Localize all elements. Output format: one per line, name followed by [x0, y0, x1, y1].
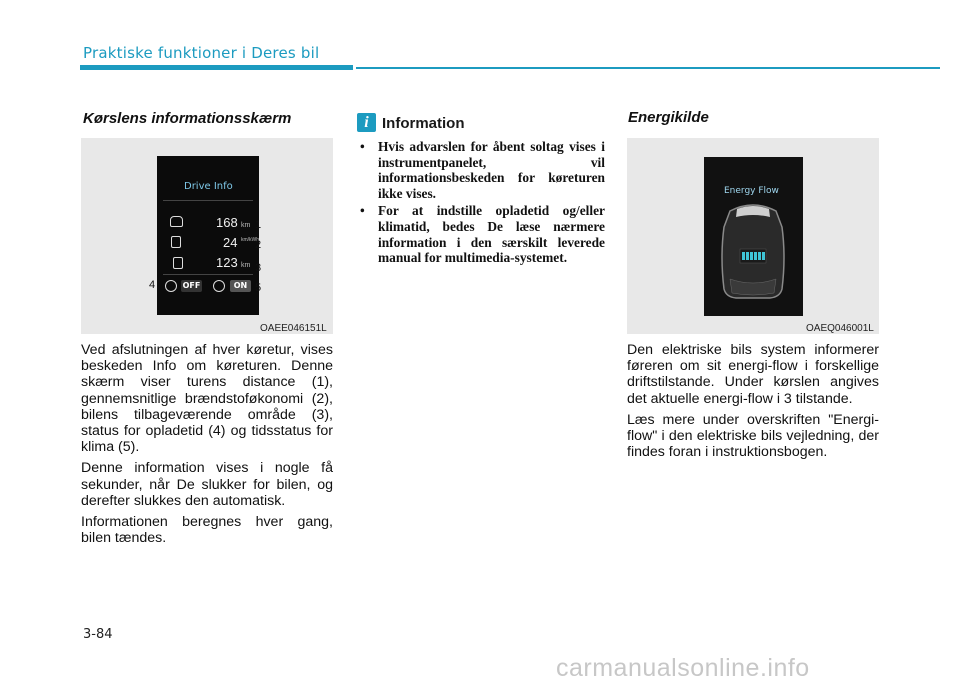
- screen-divider-2: [163, 274, 253, 275]
- energy-flow-title: Energy Flow: [724, 186, 779, 196]
- bullet-item: • For at indstille opladetid og/eller klimatid, bedes De læse nærmere information i den særskilt leverede manual for multimedia-systemet.: [360, 203, 605, 266]
- charge-clock-icon: [165, 280, 177, 292]
- paragraph: Den elektriske bils system informerer føreren om sit energi-flow i forskellige driftstilstande. Under kørslen angives det aktuelle energi-flow i 3 tilstande.: [627, 342, 879, 407]
- section-title-drive-info: Kørslens informationsskærm: [83, 110, 292, 127]
- range-unit: km: [241, 262, 251, 269]
- figure-caption-right: OAEQ046001L: [806, 323, 874, 334]
- climate-clock-icon: [213, 280, 225, 292]
- range-icon: [173, 257, 183, 269]
- info-icon: i: [357, 113, 376, 132]
- left-body-text: [81, 342, 333, 551]
- fuel-icon: [171, 236, 181, 248]
- callout-5: 5: [255, 282, 262, 294]
- distance-value: 168: [216, 215, 238, 230]
- distance-unit: km: [241, 222, 251, 229]
- climate-status-on: ON: [230, 280, 251, 292]
- chapter-title: Praktiske funktioner i Deres bil: [83, 44, 320, 62]
- paragraph: Læs mere under overskriften "Energi-flow" i den elektriske bils vejledning, der findes foran i instruktionsbogen.: [627, 411, 879, 461]
- info-bullets: [356, 139, 605, 268]
- screen-divider: [163, 200, 253, 201]
- figure-caption-left: OAEE046151L: [260, 323, 327, 334]
- range-value: 123: [216, 255, 238, 270]
- drive-info-screen: [157, 156, 262, 315]
- charge-status-off: OFF: [182, 281, 201, 290]
- header-bar: [80, 65, 353, 70]
- callout-2: 2: [255, 239, 262, 251]
- watermark: carmanualsonline.info: [556, 654, 810, 682]
- callout-3: 3: [255, 262, 262, 274]
- economy-unit: km/kWh: [241, 237, 260, 243]
- screen-title: Drive Info: [184, 181, 233, 192]
- paragraph: Informationen beregnes hver gang, bilen tændes.: [81, 514, 333, 547]
- info-title: Information: [382, 115, 465, 132]
- section-title-energy: Energikilde: [628, 109, 709, 126]
- header-rule: [356, 67, 940, 69]
- energy-flow-figure: [627, 138, 879, 334]
- car-top-view-icon: [704, 157, 803, 316]
- page-number: 3-84: [83, 627, 113, 642]
- drive-info-figure: [81, 138, 333, 334]
- car-distance-icon: [170, 216, 183, 227]
- callout-4: 4: [149, 279, 156, 291]
- callout-1: 1: [255, 219, 262, 231]
- paragraph: Denne information vises i nogle få sekunder, når De slukker for bilen, og derefter slukkes den automatisk.: [81, 460, 333, 509]
- right-body-text: [627, 342, 879, 465]
- bullet-item: • Hvis advarslen for åbent soltag vises i instrumentpanelet, vil informationsbeskeden for køreturen ikke vises.: [360, 139, 605, 201]
- paragraph: Ved afslutningen af hver køretur, vises beskeden Info om køreturen. Denne skærm viser turens distance (1), gennemsnitlige brændstoføkonomi (2), bilens tilbageværende område (3), status for opladetid (4) og tidsstatus for klima (5).: [81, 342, 333, 456]
- economy-value: 24: [223, 235, 238, 250]
- energy-flow-screen: [704, 157, 803, 316]
